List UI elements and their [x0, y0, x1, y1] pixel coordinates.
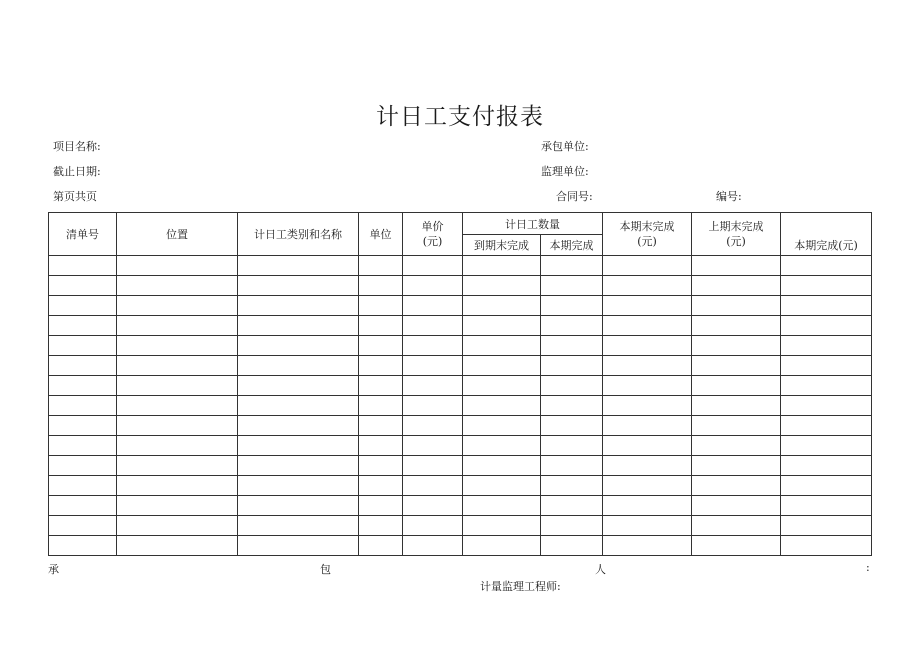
table-cell — [403, 276, 463, 296]
page-info-label: 第页共页 — [53, 190, 97, 203]
header-qty-this-period: 本期完成 — [541, 235, 603, 256]
table-cell — [359, 416, 403, 436]
table-cell — [463, 496, 541, 516]
table-cell — [541, 316, 603, 336]
table-cell — [541, 396, 603, 416]
table-cell — [692, 356, 781, 376]
table-cell — [603, 476, 692, 496]
table-cell — [541, 376, 603, 396]
table-cell — [238, 496, 359, 516]
table-cell — [603, 516, 692, 536]
table-cell — [359, 356, 403, 376]
table-cell — [463, 416, 541, 436]
table-cell — [403, 336, 463, 356]
table-cell — [403, 316, 463, 336]
table-cell — [692, 396, 781, 416]
table-row — [49, 256, 872, 276]
table-cell — [781, 536, 872, 556]
table-cell — [692, 376, 781, 396]
table-cell — [692, 276, 781, 296]
table-row — [49, 536, 872, 556]
table-cell — [359, 536, 403, 556]
table-row — [49, 396, 872, 416]
table-cell — [117, 496, 238, 516]
table-cell — [692, 296, 781, 316]
table-cell — [359, 316, 403, 336]
header-this-period-amount: 本期完成(元) — [781, 213, 872, 256]
table-cell — [603, 276, 692, 296]
table-cell — [359, 376, 403, 396]
table-cell — [117, 456, 238, 476]
table-cell — [781, 516, 872, 536]
table-cell — [238, 416, 359, 436]
header-unit-price-line1: 单价 — [421, 220, 444, 233]
header-unit: 单位 — [359, 213, 403, 256]
table-cell — [463, 276, 541, 296]
contractor-unit-label: 承包单位: — [541, 140, 589, 153]
table-cell — [603, 496, 692, 516]
project-name-label: 项目名称: — [53, 140, 101, 153]
table-cell — [403, 416, 463, 436]
table-row — [49, 476, 872, 496]
table-cell — [403, 356, 463, 376]
supervisor-unit-label: 监理单位: — [541, 165, 589, 178]
table-cell — [463, 456, 541, 476]
footer-colon: : — [866, 561, 870, 574]
table-cell — [541, 356, 603, 376]
header-qty-to-end: 到期末完成 — [463, 235, 541, 256]
table-cell — [49, 396, 117, 416]
table-cell — [692, 496, 781, 516]
table-cell — [781, 256, 872, 276]
header-quantity-group: 计日工数量 — [463, 213, 603, 235]
table-cell — [403, 396, 463, 416]
table-cell — [49, 496, 117, 516]
daywork-payment-table — [48, 212, 872, 556]
table-cell — [117, 296, 238, 316]
table-cell — [463, 256, 541, 276]
table-row — [49, 376, 872, 396]
table-cell — [781, 436, 872, 456]
table-cell — [781, 336, 872, 356]
table-cell — [603, 456, 692, 476]
table-cell — [49, 276, 117, 296]
table-cell — [49, 456, 117, 476]
table-cell — [359, 256, 403, 276]
table-cell — [117, 256, 238, 276]
table-row — [49, 416, 872, 436]
footer-char-cheng: 承 — [48, 563, 59, 576]
table-cell — [403, 536, 463, 556]
table-cell — [238, 456, 359, 476]
table-cell — [403, 296, 463, 316]
table-cell — [238, 396, 359, 416]
table-cell — [603, 396, 692, 416]
table-cell — [603, 336, 692, 356]
table-cell — [49, 336, 117, 356]
table-cell — [403, 496, 463, 516]
table-cell — [692, 436, 781, 456]
table-row — [49, 296, 872, 316]
table-row — [49, 276, 872, 296]
table-cell — [117, 316, 238, 336]
table-cell — [541, 536, 603, 556]
table-cell — [238, 296, 359, 316]
report-title: 计日工支付报表 — [376, 104, 544, 130]
table-cell — [117, 276, 238, 296]
table-cell — [49, 356, 117, 376]
table-cell — [49, 536, 117, 556]
table-cell — [781, 396, 872, 416]
table-cell — [117, 396, 238, 416]
footer-char-bao: 包 — [320, 563, 331, 576]
header-prev-end — [692, 213, 781, 256]
table-cell — [49, 296, 117, 316]
table-cell — [238, 516, 359, 536]
table-cell — [463, 516, 541, 536]
table-cell — [238, 376, 359, 396]
table-cell — [692, 336, 781, 356]
serial-no-label: 编号: — [716, 190, 742, 203]
table-cell — [359, 516, 403, 536]
table-cell — [238, 536, 359, 556]
table-cell — [603, 316, 692, 336]
table-cell — [238, 336, 359, 356]
table-cell — [359, 436, 403, 456]
table-cell — [692, 316, 781, 336]
table-row — [49, 316, 872, 336]
header-this-end-line2: (元) — [637, 235, 657, 248]
table-cell — [359, 496, 403, 516]
table-cell — [603, 356, 692, 376]
table-cell — [359, 396, 403, 416]
table-cell — [463, 536, 541, 556]
table-cell — [403, 516, 463, 536]
supervising-engineer-label: 计量监理工程师: — [480, 580, 561, 593]
table-cell — [117, 416, 238, 436]
table-cell — [49, 256, 117, 276]
table-row — [49, 356, 872, 376]
table-cell — [692, 256, 781, 276]
table-cell — [781, 496, 872, 516]
table-cell — [359, 456, 403, 476]
table-cell — [463, 436, 541, 456]
table-cell — [463, 356, 541, 376]
table-cell — [781, 296, 872, 316]
table-cell — [603, 536, 692, 556]
table-cell — [692, 536, 781, 556]
table-cell — [359, 296, 403, 316]
table-cell — [541, 416, 603, 436]
table-cell — [359, 336, 403, 356]
table-row — [49, 436, 872, 456]
table-cell — [692, 516, 781, 536]
table-row — [49, 456, 872, 476]
table-row — [49, 516, 872, 536]
table-cell — [541, 256, 603, 276]
table-row — [49, 496, 872, 516]
table-cell — [541, 456, 603, 476]
table-cell — [359, 476, 403, 496]
table-cell — [463, 296, 541, 316]
table-body — [49, 256, 872, 556]
table-cell — [781, 456, 872, 476]
table-cell — [603, 256, 692, 276]
table-cell — [692, 416, 781, 436]
table-cell — [359, 276, 403, 296]
table-cell — [692, 476, 781, 496]
table-cell — [117, 436, 238, 456]
table-cell — [781, 276, 872, 296]
table-cell — [117, 516, 238, 536]
table-cell — [463, 396, 541, 416]
table-cell — [238, 316, 359, 336]
table-cell — [603, 416, 692, 436]
table-cell — [541, 516, 603, 536]
header-this-end — [603, 213, 692, 256]
footer-char-ren: 人 — [595, 563, 606, 576]
table-cell — [603, 296, 692, 316]
table-cell — [49, 436, 117, 456]
table-cell — [781, 356, 872, 376]
table-cell — [49, 476, 117, 496]
table-cell — [463, 316, 541, 336]
table-cell — [117, 356, 238, 376]
table-cell — [403, 256, 463, 276]
table-cell — [541, 436, 603, 456]
table-cell — [781, 416, 872, 436]
table-cell — [238, 356, 359, 376]
table-cell — [463, 476, 541, 496]
table-cell — [541, 276, 603, 296]
table-cell — [238, 256, 359, 276]
cutoff-date-label: 截止日期: — [53, 165, 101, 178]
table-cell — [541, 476, 603, 496]
table-cell — [403, 376, 463, 396]
table-cell — [541, 496, 603, 516]
table-cell — [541, 296, 603, 316]
header-unit-price — [403, 213, 463, 256]
contract-no-label: 合同号: — [556, 190, 593, 203]
header-item-no: 清单号 — [49, 213, 117, 256]
table-cell — [49, 416, 117, 436]
table-cell — [49, 316, 117, 336]
header-category-name: 计日工类别和名称 — [238, 213, 359, 256]
table-cell — [403, 456, 463, 476]
table-cell — [117, 476, 238, 496]
header-this-end-line1: 本期末完成 — [619, 220, 675, 233]
table-cell — [117, 336, 238, 356]
header-prev-end-line1: 上期末完成 — [708, 220, 764, 233]
table-row — [49, 336, 872, 356]
header-location: 位置 — [117, 213, 238, 256]
table-cell — [463, 336, 541, 356]
table-cell — [692, 456, 781, 476]
table-cell — [403, 476, 463, 496]
table-cell — [117, 536, 238, 556]
table-cell — [603, 376, 692, 396]
table-cell — [238, 436, 359, 456]
header-unit-price-line2: (元) — [422, 235, 443, 248]
table-cell — [541, 336, 603, 356]
table-cell — [781, 376, 872, 396]
table-cell — [238, 476, 359, 496]
table-cell — [49, 516, 117, 536]
table-cell — [403, 436, 463, 456]
table-cell — [603, 436, 692, 456]
header-prev-end-line2: (元) — [726, 235, 746, 248]
table-cell — [781, 316, 872, 336]
table-cell — [117, 376, 238, 396]
table-cell — [49, 376, 117, 396]
table-cell — [238, 276, 359, 296]
table-cell — [463, 376, 541, 396]
table-cell — [781, 476, 872, 496]
